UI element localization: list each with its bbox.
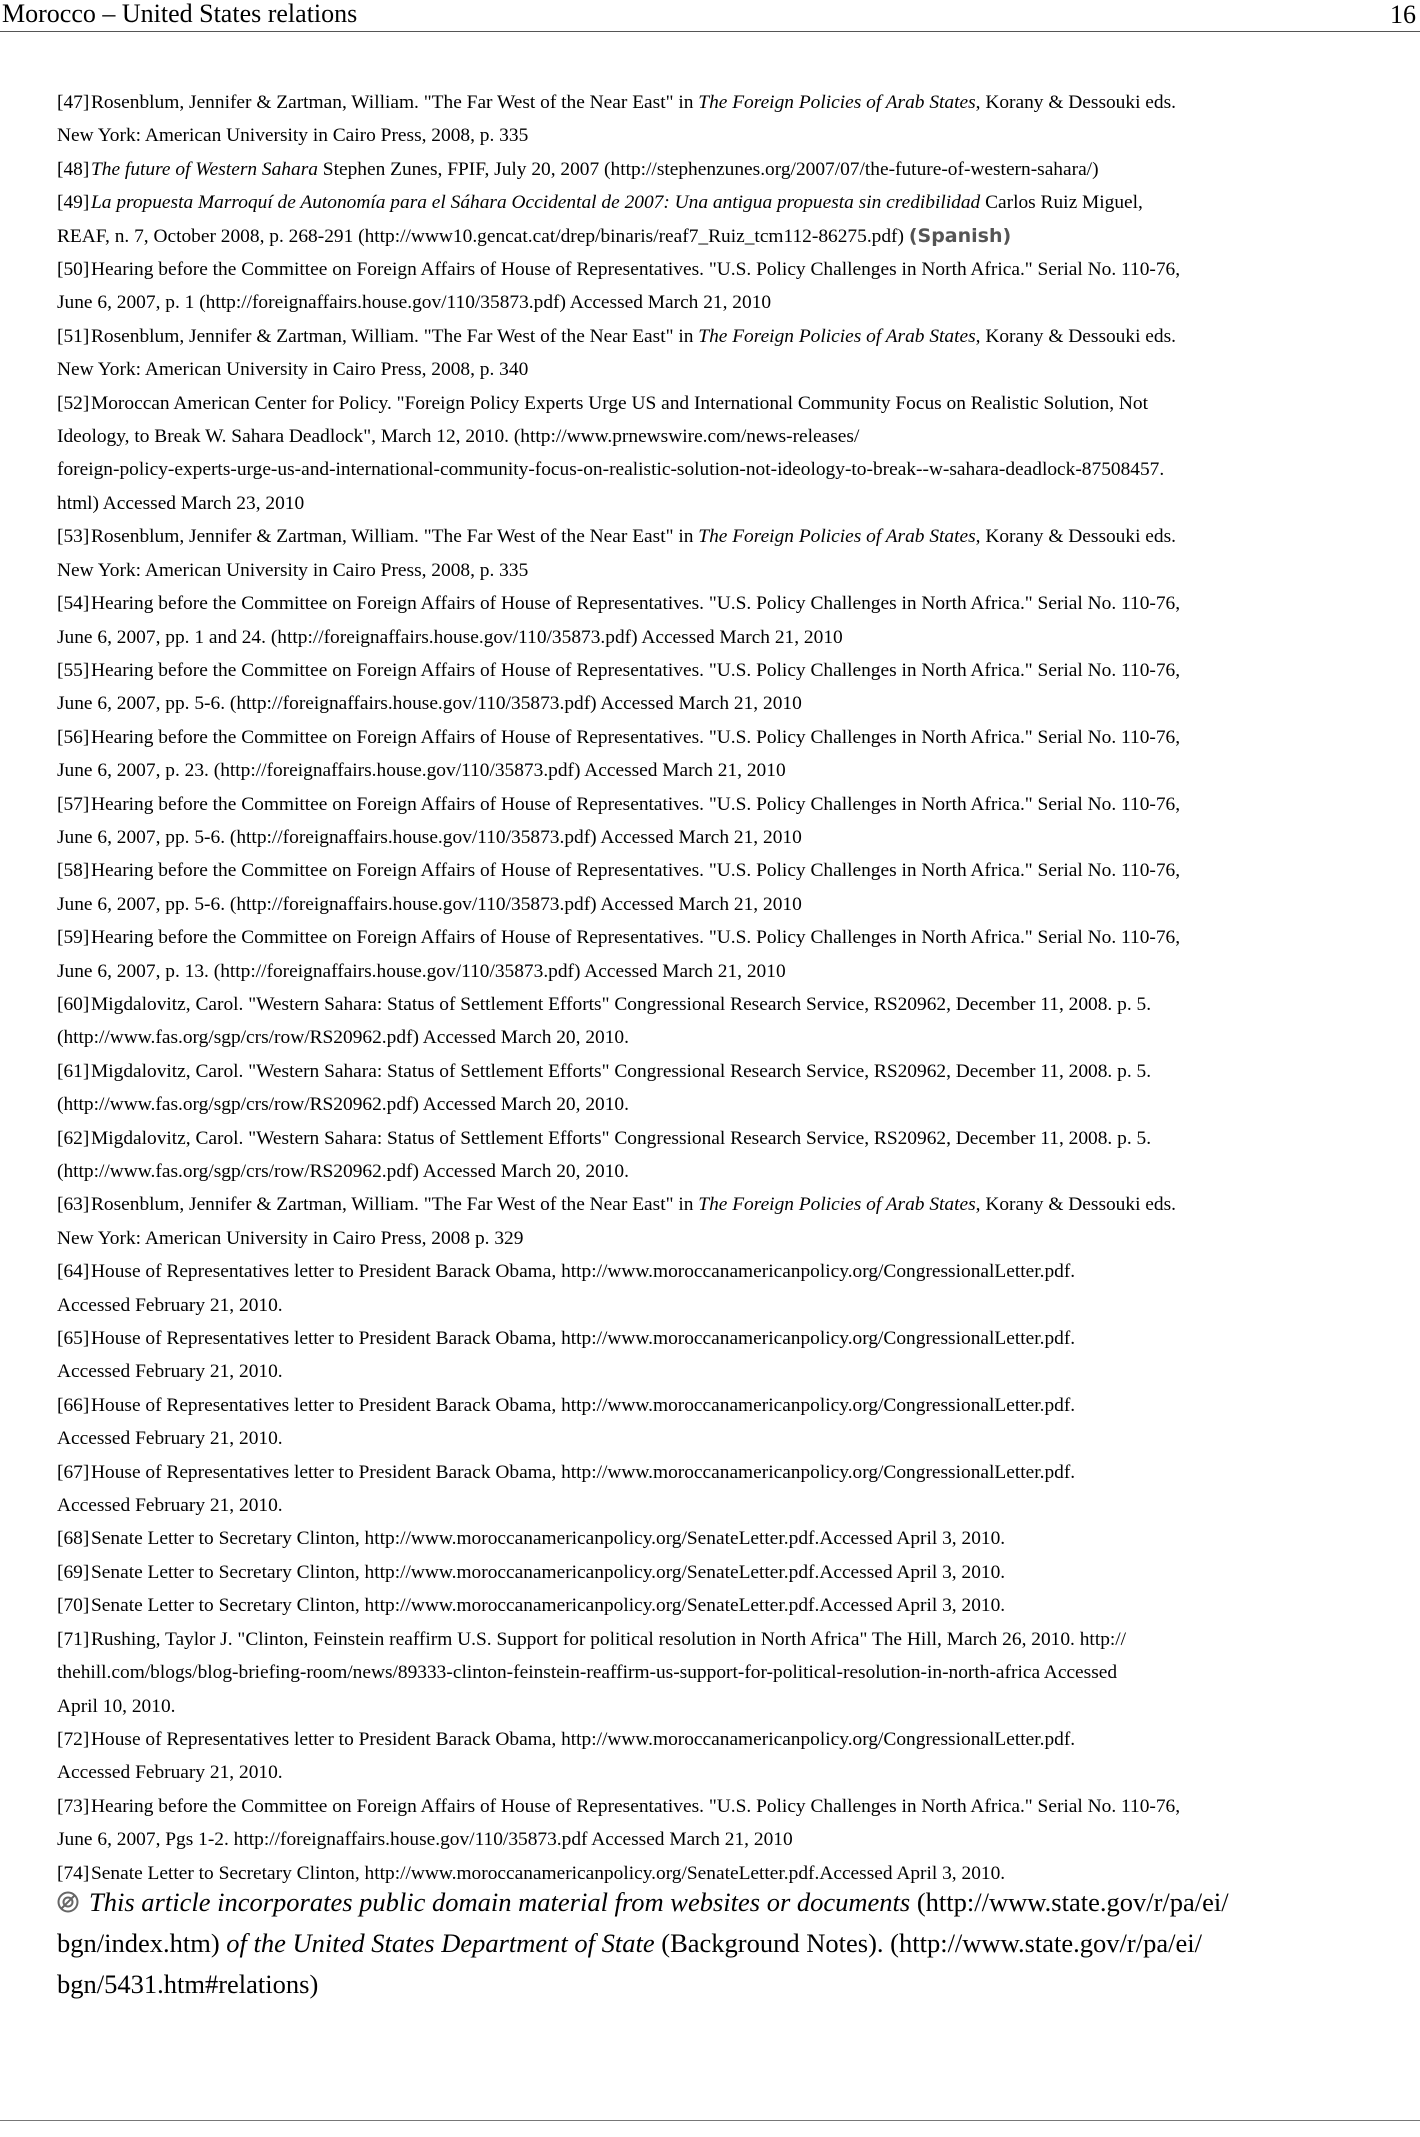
reference-item bbox=[57, 1122, 1357, 1189]
ref-text: House of Representatives letter to President Barack Obama, http://www.moroccanamericanpolicy.org/CongressionalLetter.pdf. bbox=[91, 1394, 1076, 1416]
ref-text: html) Accessed March 23, 2010 bbox=[57, 492, 305, 514]
reference-line bbox=[57, 1088, 1357, 1121]
ref-text: Hearing before the Committee on Foreign Affairs of House of Representatives. "U.S. Policy Challenges in North Africa." Serial No. 110-76, bbox=[91, 726, 1181, 748]
ref-text: Stephen Zunes, FPIF, July 20, 2007 (http://stephenzunes.org/2007/07/the-future-of-western-sahara/) bbox=[317, 158, 1099, 180]
ref-text: June 6, 2007, p. 13. (http://foreignaffairs.house.gov/110/35873.pdf) Accessed March 21, 2010 bbox=[57, 960, 786, 982]
reference-line bbox=[91, 727, 1180, 748]
reference-number: [64] bbox=[57, 1261, 90, 1283]
ref-text: , Korany & Dessouki eds. bbox=[975, 1194, 1177, 1216]
italic-title: This article incorporates public domain material from websites or documents bbox=[89, 1887, 911, 1917]
ref-text: Migdalovitz, Carol. "Western Sahara: Status of Settlement Efforts" Congressional Research Service, RS20962, December 11, 2008. p. 5. bbox=[91, 1127, 1152, 1149]
reference-item bbox=[57, 1790, 1357, 1857]
ref-text: House of Representatives letter to President Barack Obama, http://www.moroccanamericanpolicy.org/CongressionalLetter.pdf. bbox=[91, 1461, 1076, 1483]
ref-text: Hearing before the Committee on Foreign Affairs of House of Representatives. "U.S. Policy Challenges in North Africa." Serial No. 110-76, bbox=[91, 927, 1181, 949]
reference-item bbox=[57, 1188, 1357, 1255]
reference-number: [73] bbox=[57, 1795, 90, 1817]
reference-number: [56] bbox=[57, 726, 90, 748]
ref-text: Hearing before the Committee on Foreign Affairs of House of Representatives. "U.S. Policy Challenges in North Africa." Serial No. 110-76, bbox=[91, 793, 1181, 815]
reference-item bbox=[57, 854, 1357, 921]
ref-text: Senate Letter to Secretary Clinton, http://www.moroccanamericanpolicy.org/SenateLetter.pdf.Accessed April 3, 2010. bbox=[91, 1862, 1006, 1884]
reference-line bbox=[57, 1489, 1357, 1522]
ref-text: Rosenblum, Jennifer & Zartman, William. "The Far West of the Near East" in bbox=[91, 526, 699, 548]
reference-number: [54] bbox=[57, 593, 90, 615]
ref-text: Hearing before the Committee on Foreign Affairs of House of Representatives. "U.S. Policy Challenges in North Africa." Serial No. 110-76, bbox=[91, 659, 1181, 681]
ref-text: June 6, 2007, pp. 5-6. (http://foreignaffairs.house.gov/110/35873.pdf) Accessed March 21, 2010 bbox=[57, 826, 802, 848]
italic-title: The future of Western Sahara bbox=[91, 158, 318, 180]
ref-text: (http://www.fas.org/sgp/crs/row/RS20962.pdf) Accessed March 20, 2010. bbox=[57, 1027, 629, 1049]
reference-line bbox=[57, 888, 1357, 921]
reference-line bbox=[57, 1756, 1357, 1789]
reference-number: [63] bbox=[57, 1194, 90, 1216]
reference-line bbox=[57, 754, 1357, 787]
reference-line bbox=[91, 794, 1180, 815]
references-list bbox=[57, 86, 1357, 1890]
reference-line bbox=[57, 220, 1357, 253]
reference-line bbox=[91, 994, 1151, 1015]
ref-text: bgn/index.htm) bbox=[57, 1928, 227, 1958]
italic-title: The Foreign Policies of Arab States bbox=[698, 325, 976, 347]
ref-text: thehill.com/blogs/blog-briefing-room/news/89333-clinton-feinstein-reaffirm-us-support-for-political-resolution-in-north-africa Accessed bbox=[57, 1662, 1118, 1684]
reference-line bbox=[91, 1261, 1075, 1282]
reference-line bbox=[57, 554, 1357, 587]
ref-text: Accessed February 21, 2010. bbox=[57, 1294, 283, 1316]
reference-item bbox=[57, 153, 1357, 186]
reference-line bbox=[57, 1690, 1357, 1723]
reference-line bbox=[57, 1021, 1357, 1054]
reference-line bbox=[91, 1729, 1075, 1750]
reference-number: [52] bbox=[57, 392, 90, 414]
reference-item bbox=[57, 253, 1357, 320]
ref-text: Rosenblum, Jennifer & Zartman, William. "The Far West of the Near East" in bbox=[91, 1194, 699, 1216]
reference-line bbox=[91, 259, 1180, 280]
reference-line bbox=[91, 1128, 1151, 1149]
reference-line bbox=[91, 192, 1143, 213]
reference-line bbox=[91, 1462, 1075, 1483]
reference-item bbox=[57, 86, 1357, 153]
reference-item bbox=[57, 654, 1357, 721]
reference-item bbox=[57, 1522, 1357, 1555]
ref-text: New York: American University in Cairo Press, 2008, p. 335 bbox=[57, 125, 529, 147]
reference-line bbox=[91, 92, 1176, 113]
reference-item bbox=[57, 1556, 1357, 1589]
ref-text: Migdalovitz, Carol. "Western Sahara: Status of Settlement Efforts" Congressional Research Service, RS20962, December 11, 2008. p. 5. bbox=[91, 993, 1152, 1015]
ref-text: Senate Letter to Secretary Clinton, http://www.moroccanamericanpolicy.org/SenateLetter.pdf.Accessed April 3, 2010. bbox=[91, 1528, 1006, 1550]
reference-item bbox=[57, 1255, 1357, 1322]
reference-number: [66] bbox=[57, 1394, 90, 1416]
public-domain-attribution bbox=[57, 1882, 1377, 2005]
ref-text: REAF, n. 7, October 2008, p. 268-291 (http://www10.gencat.cat/drep/binaris/reaf7_Ruiz_tcm112-86275.pdf) bbox=[57, 225, 909, 247]
reference-line bbox=[57, 453, 1357, 486]
reference-line bbox=[57, 1289, 1357, 1322]
reference-line bbox=[91, 1863, 1005, 1884]
ref-text: New York: American University in Cairo Press, 2008 p. 329 bbox=[57, 1227, 524, 1249]
reference-number: [59] bbox=[57, 927, 90, 949]
page-number: 16 bbox=[1390, 0, 1416, 29]
reference-line bbox=[57, 286, 1357, 319]
reference-line bbox=[57, 1656, 1357, 1689]
reference-number: [68] bbox=[57, 1528, 90, 1550]
reference-line bbox=[57, 487, 1357, 520]
reference-line bbox=[57, 420, 1357, 453]
reference-line bbox=[91, 1395, 1075, 1416]
ref-text: Carlos Ruiz Miguel, bbox=[980, 192, 1143, 214]
italic-title: The Foreign Policies of Arab States bbox=[698, 526, 976, 548]
ref-text: Ideology, to Break W. Sahara Deadlock", March 12, 2010. (http://www.prnewswire.com/news-releases/ bbox=[57, 426, 860, 448]
reference-line bbox=[57, 1155, 1357, 1188]
reference-line bbox=[57, 821, 1357, 854]
ref-text: Accessed February 21, 2010. bbox=[57, 1428, 283, 1450]
reference-line bbox=[57, 353, 1357, 386]
ref-text: June 6, 2007, pp. 1 and 24. (http://foreignaffairs.house.gov/110/35873.pdf) Accessed March 21, 2010 bbox=[57, 626, 843, 648]
italic-title: The Foreign Policies of Arab States bbox=[698, 1194, 976, 1216]
ref-text: Moroccan American Center for Policy. "Foreign Policy Experts Urge US and International Community Focus on Realistic Solution, Not bbox=[91, 392, 1148, 414]
reference-item bbox=[57, 788, 1357, 855]
reference-item bbox=[57, 1723, 1357, 1790]
reference-line bbox=[91, 1194, 1176, 1215]
running-title: Morocco – United States relations bbox=[2, 0, 358, 28]
italic-title: The Foreign Policies of Arab States bbox=[698, 92, 976, 113]
reference-line bbox=[91, 326, 1176, 347]
ref-text: , Korany & Dessouki eds. bbox=[975, 325, 1177, 347]
ref-text: June 6, 2007, p. 23. (http://foreignaffairs.house.gov/110/35873.pdf) Accessed March 21, 2010 bbox=[57, 760, 786, 782]
reference-number: [61] bbox=[57, 1060, 90, 1082]
reference-number: [71] bbox=[57, 1628, 90, 1650]
ref-text: Senate Letter to Secretary Clinton, http://www.moroccanamericanpolicy.org/SenateLetter.pdf.Accessed April 3, 2010. bbox=[91, 1595, 1006, 1617]
reference-number: [53] bbox=[57, 526, 90, 548]
ref-text: Rushing, Taylor J. "Clinton, Feinstein reaffirm U.S. Support for political resolution in North Africa" The Hill, March 26, 2010. http:// bbox=[91, 1628, 1127, 1650]
reference-item bbox=[57, 387, 1357, 521]
ref-text: New York: American University in Cairo Press, 2008, p. 340 bbox=[57, 359, 529, 381]
ref-text: Rosenblum, Jennifer & Zartman, William. "The Far West of the Near East" in bbox=[91, 325, 699, 347]
public-domain-icon bbox=[57, 1891, 79, 1913]
reference-line bbox=[91, 526, 1176, 547]
ref-text: House of Representatives letter to President Barack Obama, http://www.moroccanamericanpolicy.org/CongressionalLetter.pdf. bbox=[91, 1328, 1076, 1350]
ref-text: Migdalovitz, Carol. "Western Sahara: Status of Settlement Efforts" Congressional Research Service, RS20962, December 11, 2008. p. 5. bbox=[91, 1060, 1152, 1082]
ref-text: Hearing before the Committee on Foreign Affairs of House of Representatives. "U.S. Policy Challenges in North Africa." Serial No. 110-76, bbox=[91, 259, 1181, 281]
italic-title: of the United States Department of State bbox=[226, 1928, 655, 1958]
reference-number: [49] bbox=[57, 192, 90, 214]
ref-text: Rosenblum, Jennifer & Zartman, William. "The Far West of the Near East" in bbox=[91, 92, 699, 113]
reference-line bbox=[91, 1328, 1075, 1349]
reference-line bbox=[57, 1222, 1357, 1255]
reference-line bbox=[91, 393, 1148, 414]
reference-line bbox=[57, 687, 1357, 720]
ref-text: Hearing before the Committee on Foreign Affairs of House of Representatives. "U.S. Policy Challenges in North Africa." Serial No. 110-76, bbox=[91, 1795, 1181, 1817]
reference-item bbox=[57, 1322, 1357, 1389]
reference-number: [69] bbox=[57, 1561, 90, 1583]
ref-text: New York: American University in Cairo Press, 2008, p. 335 bbox=[57, 559, 529, 581]
reference-number: [65] bbox=[57, 1328, 90, 1350]
ref-text: foreign-policy-experts-urge-us-and-international-community-focus-on-realistic-solution-not-ideology-to-break--w-sahara-deadlock-87508457. bbox=[57, 459, 1165, 481]
reference-line bbox=[91, 1595, 1005, 1616]
reference-line bbox=[91, 860, 1180, 881]
reference-number: [72] bbox=[57, 1728, 90, 1750]
reference-number: [47] bbox=[57, 92, 90, 113]
reference-number: [70] bbox=[57, 1595, 90, 1617]
attribution-line bbox=[89, 1887, 1229, 1917]
reference-number: [48] bbox=[57, 158, 90, 180]
reference-line bbox=[91, 1562, 1005, 1583]
reference-number: [58] bbox=[57, 860, 90, 882]
attribution-line bbox=[57, 1964, 1377, 2005]
reference-item bbox=[57, 1623, 1357, 1723]
reference-item bbox=[57, 520, 1357, 587]
ref-text: (http://www.fas.org/sgp/crs/row/RS20962.pdf) Accessed March 20, 2010. bbox=[57, 1094, 629, 1116]
header-divider bbox=[0, 31, 1420, 32]
reference-line bbox=[91, 1629, 1126, 1650]
reference-item bbox=[57, 1456, 1357, 1523]
ref-text: April 10, 2010. bbox=[57, 1695, 176, 1717]
reference-number: [62] bbox=[57, 1127, 90, 1149]
reference-item bbox=[57, 721, 1357, 788]
ref-text: Accessed February 21, 2010. bbox=[57, 1361, 283, 1383]
reference-line bbox=[57, 955, 1357, 988]
reference-item bbox=[57, 1389, 1357, 1456]
reference-line bbox=[57, 621, 1357, 654]
language-tag: (Spanish) bbox=[908, 224, 1012, 247]
ref-text: (http://www.state.gov/r/pa/ei/ bbox=[910, 1887, 1229, 1917]
reference-line bbox=[91, 927, 1180, 948]
ref-text: House of Representatives letter to President Barack Obama, http://www.moroccanamericanpolicy.org/CongressionalLetter.pdf. bbox=[91, 1728, 1076, 1750]
ref-text: bgn/5431.htm#relations) bbox=[57, 1969, 319, 1999]
reference-number: [74] bbox=[57, 1862, 90, 1884]
reference-line bbox=[91, 1796, 1180, 1817]
ref-text: Hearing before the Committee on Foreign Affairs of House of Representatives. "U.S. Policy Challenges in North Africa." Serial No. 110-76, bbox=[91, 860, 1181, 882]
ref-text: Hearing before the Committee on Foreign Affairs of House of Representatives. "U.S. Policy Challenges in North Africa." Serial No. 110-76, bbox=[91, 593, 1181, 615]
ref-text: , Korany & Dessouki eds. bbox=[975, 526, 1177, 548]
reference-line bbox=[91, 1061, 1151, 1082]
ref-text: June 6, 2007, pp. 5-6. (http://foreignaffairs.house.gov/110/35873.pdf) Accessed March 21, 2010 bbox=[57, 693, 802, 715]
reference-line bbox=[91, 159, 1099, 180]
ref-text: Accessed February 21, 2010. bbox=[57, 1762, 283, 1784]
footer-divider bbox=[0, 2120, 1420, 2121]
ref-text: (http://www.fas.org/sgp/crs/row/RS20962.pdf) Accessed March 20, 2010. bbox=[57, 1161, 629, 1182]
ref-text: Accessed February 21, 2010. bbox=[57, 1495, 283, 1517]
reference-number: [51] bbox=[57, 325, 90, 347]
ref-text: June 6, 2007, pp. 5-6. (http://foreignaffairs.house.gov/110/35873.pdf) Accessed March 21, 2010 bbox=[57, 893, 802, 915]
reference-item bbox=[57, 320, 1357, 387]
reference-item bbox=[57, 587, 1357, 654]
reference-number: [57] bbox=[57, 793, 90, 815]
reference-line bbox=[91, 593, 1180, 614]
reference-number: [60] bbox=[57, 993, 90, 1015]
italic-title: La propuesta Marroquí de Autonomía para el Sáhara Occidental de 2007: Una antigua propuesta sin credibilidad bbox=[91, 192, 981, 214]
reference-item bbox=[57, 921, 1357, 988]
reference-line bbox=[57, 119, 1357, 152]
reference-item bbox=[57, 1589, 1357, 1622]
reference-item bbox=[57, 988, 1357, 1055]
reference-item bbox=[57, 1055, 1357, 1122]
ref-text: House of Representatives letter to President Barack Obama, http://www.moroccanamericanpolicy.org/CongressionalLetter.pdf. bbox=[91, 1261, 1076, 1283]
reference-line bbox=[91, 1528, 1005, 1549]
ref-text: , Korany & Dessouki eds. bbox=[975, 92, 1177, 113]
ref-text: June 6, 2007, p. 1 (http://foreignaffairs.house.gov/110/35873.pdf) Accessed March 21, 2010 bbox=[57, 292, 772, 314]
reference-item bbox=[57, 186, 1357, 253]
reference-number: [67] bbox=[57, 1461, 90, 1483]
reference-line bbox=[57, 1823, 1357, 1856]
attribution-line bbox=[57, 1923, 1377, 1964]
ref-text: Senate Letter to Secretary Clinton, http://www.moroccanamericanpolicy.org/SenateLetter.pdf.Accessed April 3, 2010. bbox=[91, 1561, 1006, 1583]
reference-number: [50] bbox=[57, 259, 90, 281]
page-header bbox=[0, 0, 1420, 32]
ref-text: (Background Notes). (http://www.state.gov/r/pa/ei/ bbox=[654, 1928, 1202, 1958]
reference-line bbox=[91, 660, 1180, 681]
ref-text: June 6, 2007, Pgs 1-2. http://foreignaffairs.house.gov/110/35873.pdf Accessed March 21, 2010 bbox=[57, 1829, 793, 1851]
reference-number: [55] bbox=[57, 659, 90, 681]
reference-line bbox=[57, 1422, 1357, 1455]
reference-line bbox=[57, 1355, 1357, 1388]
